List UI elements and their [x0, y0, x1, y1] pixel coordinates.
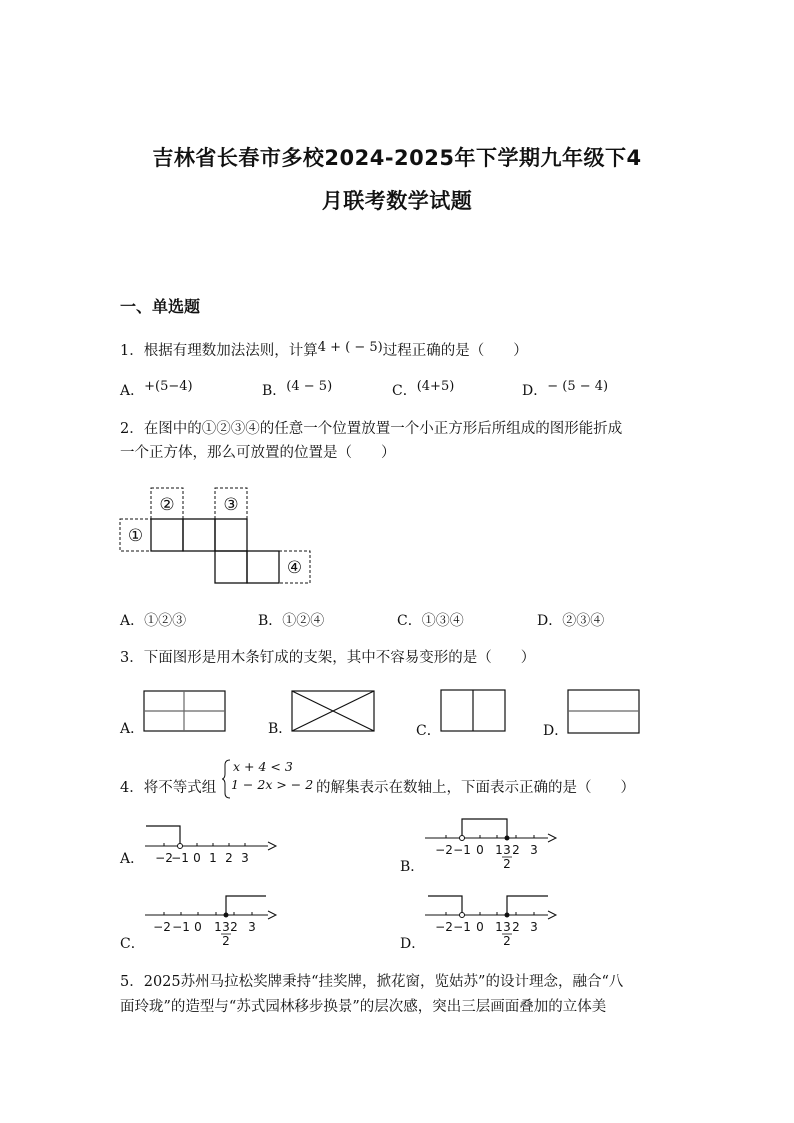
fraction-denominator: 2 [222, 934, 230, 948]
tick-label: −1 [453, 843, 471, 857]
q5-text-line2: 面玲珑”的造型与“苏式园林移步换景”的层次感，突出三层画面叠加的立体美 [120, 999, 607, 1015]
q2-option-d: D．②③④ [537, 613, 605, 629]
cube-net-figure [115, 483, 315, 588]
q4-text-after: 的解集表示在数轴上，下面表示正确的是（ ） [316, 780, 635, 796]
tick-label: 1 [214, 920, 222, 934]
tick-label: 2 [512, 843, 520, 857]
fraction-denominator: 2 [503, 934, 511, 948]
fraction-numerator: 3 [222, 920, 230, 934]
tick-label: 1 [209, 851, 217, 865]
q3-figure-d [567, 689, 641, 735]
tick-label: −1 [453, 920, 471, 934]
net-square [247, 551, 279, 583]
q1-option-b: B．(4 − 5) [262, 379, 333, 399]
q2-option-b: B．①②④ [258, 613, 325, 629]
tick-label: −2 [155, 851, 173, 865]
fraction-numerator: 3 [503, 920, 511, 934]
q4-inequality-2: 1 − 2x > − 2 [231, 777, 314, 792]
number-line-d [420, 887, 560, 949]
marker-3: ③ [223, 495, 239, 515]
q3-text: 3．下面图形是用木条钉成的支架，其中不容易变形的是（ ） [120, 650, 536, 666]
fraction-numerator: 3 [503, 843, 511, 857]
q4-option-d-label: D． [400, 936, 426, 952]
marker-1: ① [127, 526, 144, 546]
net-square [151, 519, 183, 551]
net-square [215, 551, 247, 583]
tick-label: 2 [225, 851, 233, 865]
tick-label: −1 [172, 920, 190, 934]
tick-label: −2 [435, 920, 453, 934]
q1-text-before: 1．根据有理数加法法则，计算 [120, 343, 318, 359]
q4-option-b-label: B． [400, 859, 425, 875]
tick-label: 1 [495, 843, 503, 857]
doc-title-line2: 月联考数学试题 [321, 189, 473, 213]
tick-label: −2 [153, 920, 171, 934]
q3-figure-c [440, 689, 507, 733]
q2-option-c: C．①③④ [397, 613, 464, 629]
q1-option-c: C．(4+5) [392, 379, 455, 399]
question-1 [120, 339, 528, 364]
net-square [183, 519, 215, 551]
q5-text-line1: 5．2025苏州马拉松奖牌秉持“挂奖牌，掀花窗，览姑苏”的设计理念，融合“八 [120, 974, 624, 990]
q1-expression: 4 + ( − 5) [317, 340, 383, 355]
tick-label: 3 [530, 843, 538, 857]
tick-label: 3 [241, 851, 249, 865]
q4-inequality-1: x + 4 < 3 [233, 759, 293, 774]
tick-label: 2 [230, 920, 238, 934]
q4-text-before: 4．将不等式组 [120, 780, 217, 796]
tick-label: 0 [476, 920, 484, 934]
number-line-a [140, 818, 280, 868]
tick-label: 2 [512, 920, 520, 934]
tick-label: 3 [248, 920, 256, 934]
tick-label: 0 [476, 843, 484, 857]
q1-text-after: 过程正确的是（ ） [382, 343, 528, 359]
q3-option-c-label: C． [416, 723, 441, 739]
tick-label: −2 [435, 843, 453, 857]
fraction-denominator: 2 [503, 857, 511, 871]
q2-option-a: A．①②③ [120, 613, 187, 629]
q2-text-line1: 2．在图中的①②③④的任意一个位置放置一个小正方形后所组成的图形能折成 [120, 421, 623, 437]
number-line-b [420, 810, 560, 872]
q1-option-a: A．+(5−4) [120, 379, 193, 399]
marker-4: ④ [286, 558, 303, 578]
tick-label: 0 [194, 920, 202, 934]
q4-option-c-label: C． [120, 936, 145, 952]
q2-text-line2: 一个正方体，那么可放置的位置是（ ） [120, 445, 396, 461]
tick-label: 3 [530, 920, 538, 934]
section-heading: 一、单选题 [120, 297, 201, 316]
tick-label: 0 [193, 851, 201, 865]
net-square [215, 519, 247, 551]
q3-option-d-label: D． [543, 723, 569, 739]
tick-label: −1 [171, 851, 189, 865]
marker-2: ② [159, 495, 175, 515]
q3-figure-b [291, 690, 376, 734]
tick-label: 1 [495, 920, 503, 934]
number-line-c [140, 887, 280, 949]
q4-option-a-label: A． [120, 851, 145, 867]
q1-option-d: D．− (5 − 4) [522, 379, 609, 399]
q3-option-a-label: A． [120, 721, 145, 737]
q3-figure-a [143, 690, 227, 734]
doc-title-line1: 吉林省长春市多校2024-2025年下学期九年级下4 [152, 146, 642, 170]
q3-option-b-label: B． [268, 721, 293, 737]
